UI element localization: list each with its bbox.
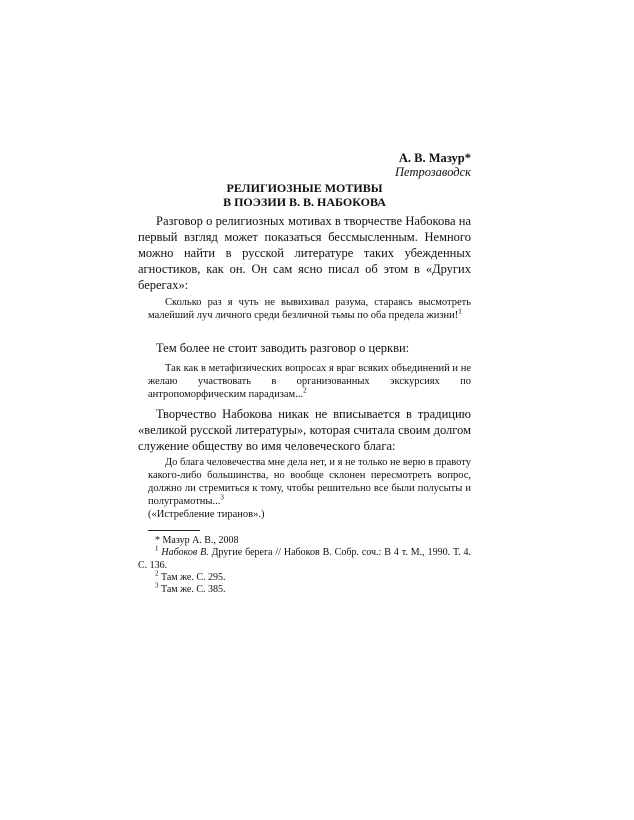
quote-1 bbox=[148, 296, 471, 322]
footnote-ref-2: 2 bbox=[303, 386, 307, 395]
footnote-3-text: Там же. С. 385. bbox=[158, 584, 226, 595]
quote-2-text: Так как в метафизических вопросах я враг всяких объединений и не желаю участвовать в организованных экскурсиях по антропоморфическим парадизам... bbox=[148, 363, 471, 400]
footnote-1 bbox=[138, 544, 471, 572]
footnote-1-author: Набоков В. bbox=[161, 547, 209, 558]
title-line-2: В ПОЭЗИИ В. В. НАБОКОВА bbox=[223, 195, 386, 209]
footnote-star: * Мазур А. В., 2008 bbox=[155, 535, 239, 546]
quote-2 bbox=[148, 362, 471, 401]
title-line-1: РЕЛИГИОЗНЫЕ МОТИВЫ bbox=[226, 181, 383, 195]
author-name: А. В. Мазур* bbox=[398, 151, 471, 165]
quote-3-text: До блага человечества мне дела нет, и я не только не верю в правоту какого-либо большинства, но вообще склонен пересмотреть вопрос, должно ли стремиться к тому, чтобы решительно все были полусыты и полуграмотны... bbox=[148, 457, 471, 507]
footnote-divider bbox=[148, 530, 200, 531]
footnote-3-number: 3 bbox=[155, 581, 159, 590]
paragraph-1 bbox=[138, 213, 471, 293]
footnote-1-number: 1 bbox=[155, 544, 159, 553]
paragraph-2 bbox=[138, 340, 471, 356]
footnote-3 bbox=[138, 581, 471, 597]
footnote-2 bbox=[138, 569, 471, 585]
author-city: Петрозаводск bbox=[395, 165, 471, 179]
paragraph-2-text: Тем более не стоит заводить разговор о церкви: bbox=[156, 341, 410, 355]
paragraph-3-text: Творчество Набокова никак не вписывается в традицию «великой русской литературы», которая считала своим долгом служение обществу во имя человеческого блага: bbox=[138, 407, 471, 453]
paragraph-1-text: Разговор о религиозных мотивах в творчестве Набокова на первый взгляд может показаться бессмысленным. Немного можно найти в русской литературе таких убежденных агностиков, как он. Он сам ясно писал об этом в «Других берегах»: bbox=[138, 214, 471, 292]
footnote-2-number: 2 bbox=[155, 569, 159, 578]
footnote-1-text: Другие берега // Набоков В. Собр. соч.: В 4 т. М., 1990. Т. 4. С. 136. bbox=[138, 547, 471, 571]
footnote-ref-1: 1 bbox=[458, 307, 462, 316]
paragraph-3 bbox=[138, 406, 471, 454]
footnote-2-text: Там же. С. 295. bbox=[158, 572, 226, 583]
quote-3 bbox=[148, 456, 471, 521]
article-title bbox=[138, 181, 471, 209]
quote-1-text: Сколько раз я чуть не вывихивал разума, стараясь высмотреть малейший луч личного среди безличной тьмы по оба предела жизни! bbox=[148, 297, 471, 321]
quote-3-source: («Истребление тиранов».) bbox=[148, 509, 265, 520]
footnote-ref-3: 3 bbox=[220, 493, 224, 502]
